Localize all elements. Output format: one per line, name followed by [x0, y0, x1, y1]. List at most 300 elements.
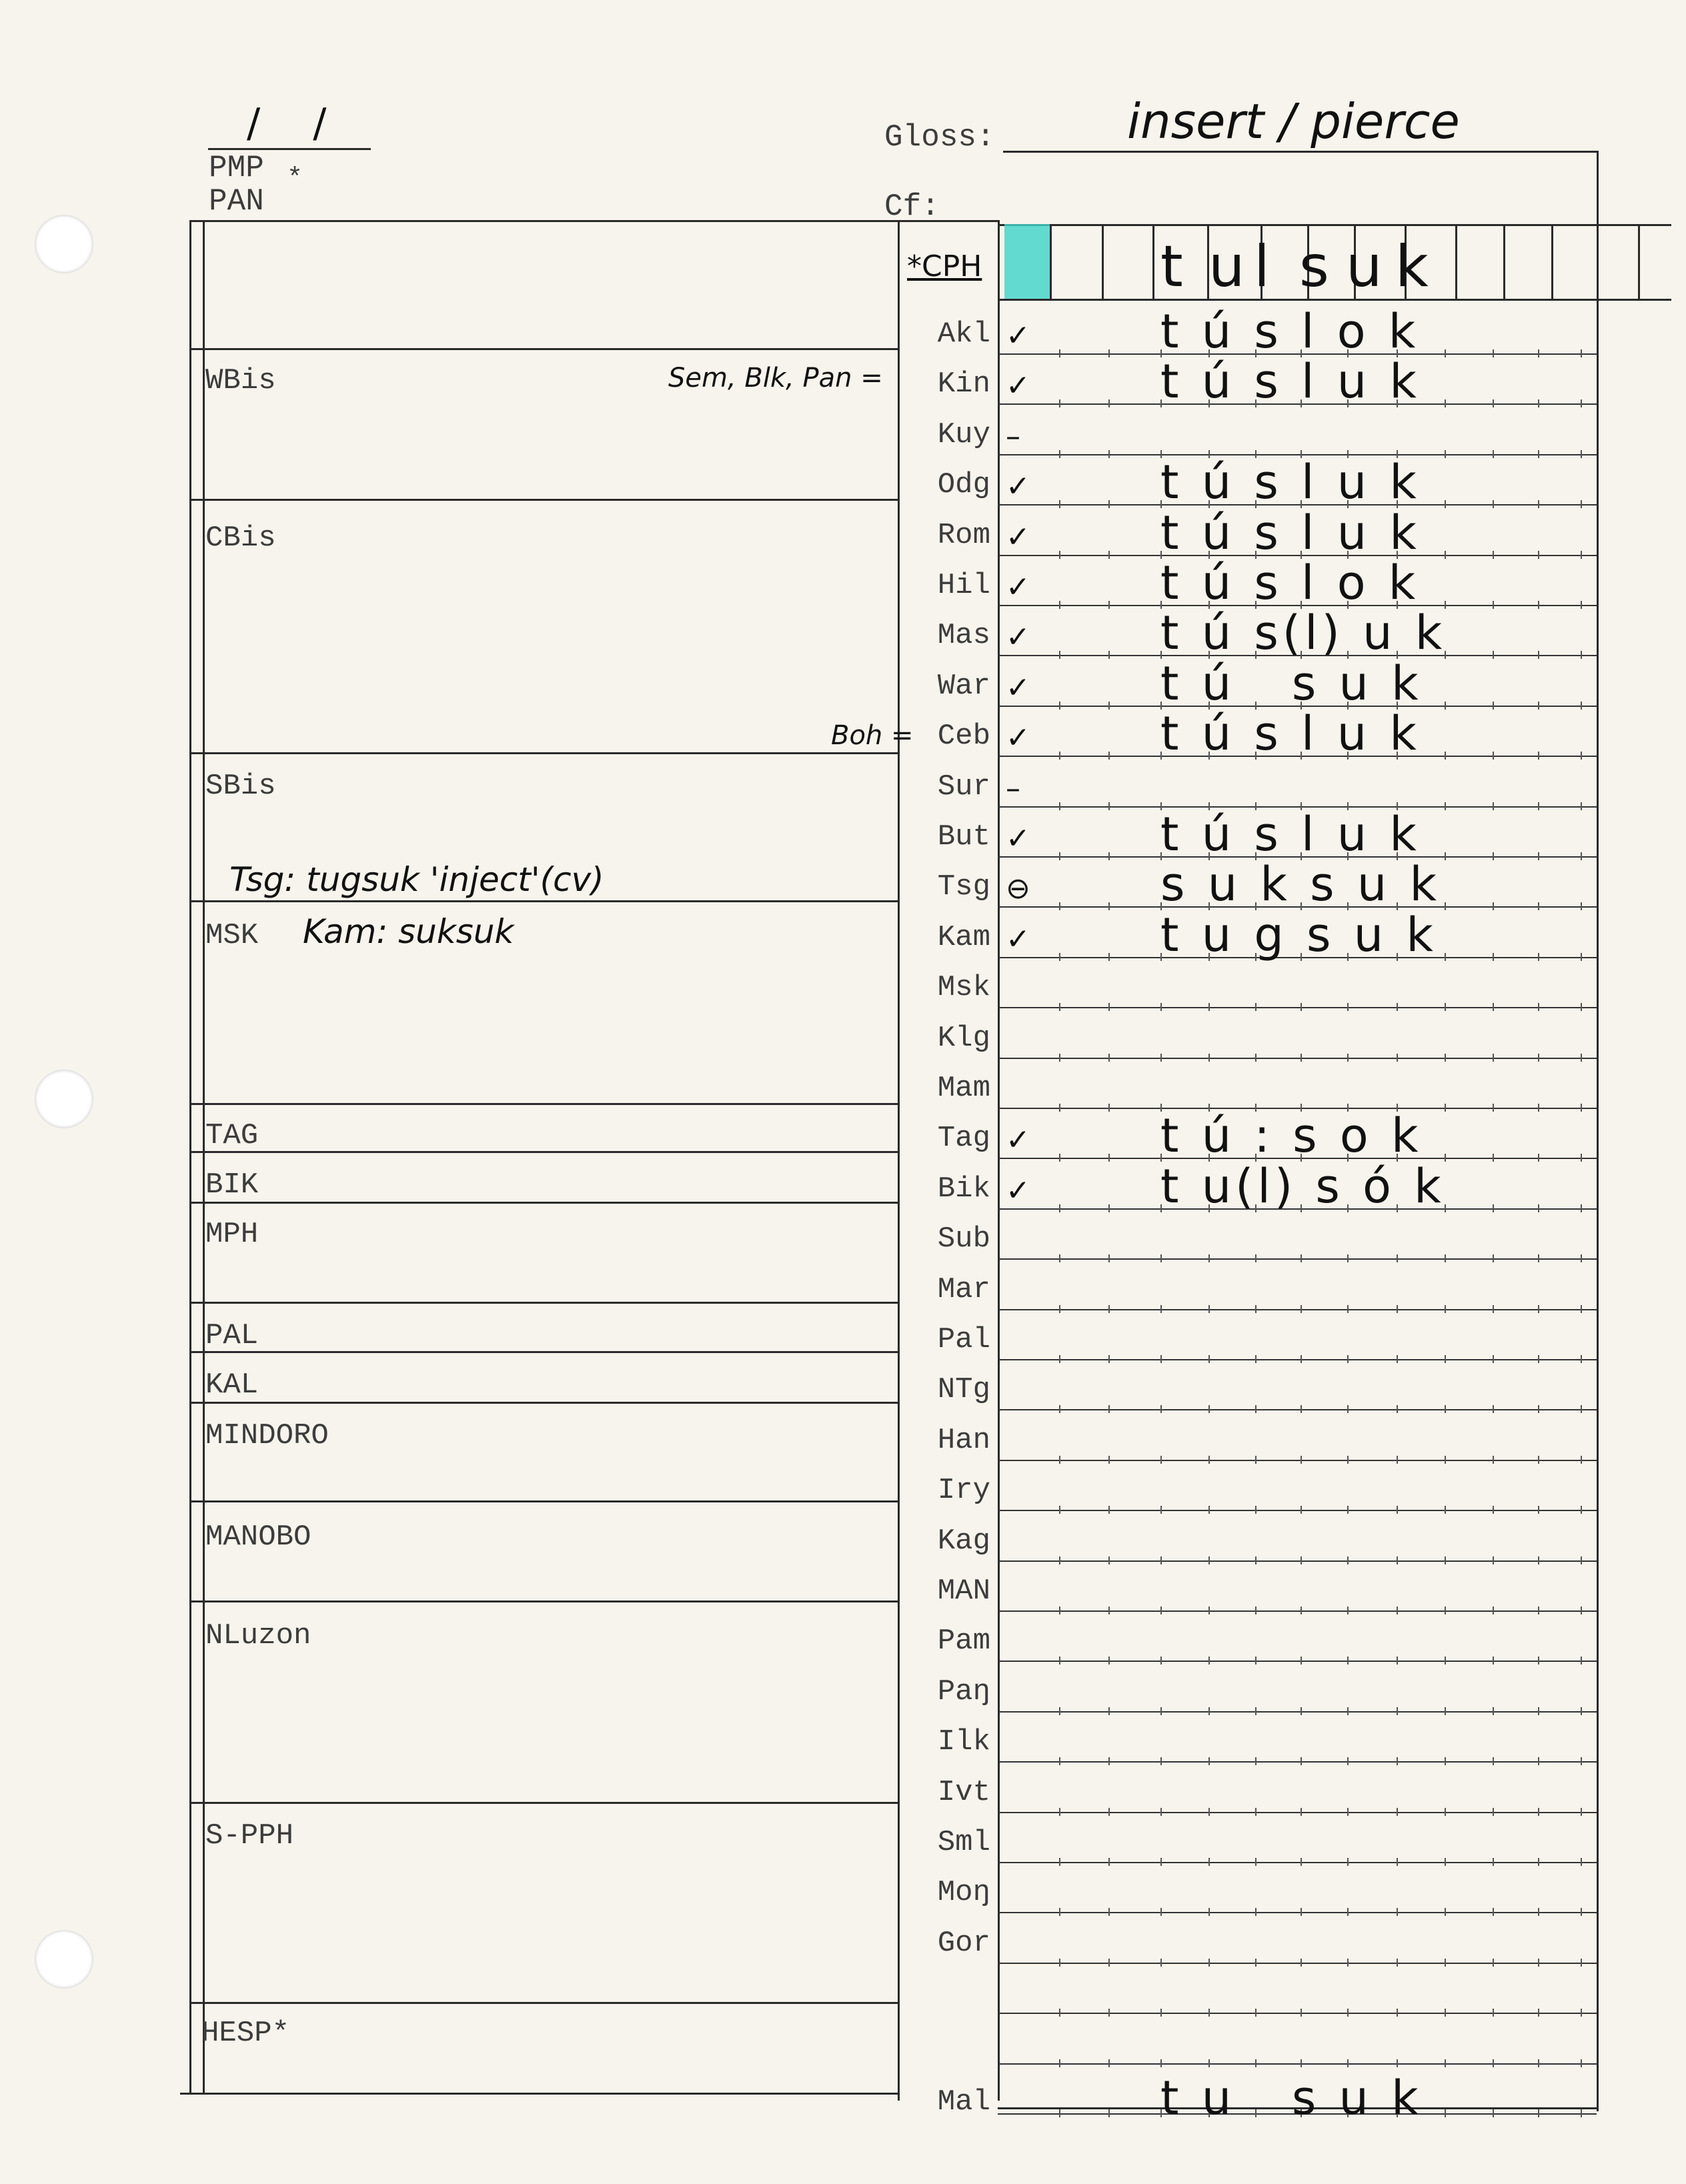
row-tick [1108, 2059, 1110, 2067]
card-number: / / [247, 100, 347, 147]
row-tick [1059, 2059, 1060, 2067]
row-tick [1445, 902, 1446, 910]
row-line [998, 1359, 1597, 1360]
row-tick [1255, 2059, 1256, 2067]
row-tick [1160, 1355, 1162, 1363]
row-tick [1059, 752, 1060, 760]
note-kam: Kam: suksuk [303, 912, 514, 951]
row-tick [1108, 450, 1110, 458]
row-tick [1493, 802, 1494, 810]
row-tick [1538, 1204, 1539, 1212]
row-tick [1059, 1908, 1060, 1916]
row-tick [1581, 1204, 1582, 1212]
row-tick [1538, 802, 1539, 810]
row-tick [1059, 1204, 1060, 1212]
row-tick [1108, 1757, 1110, 1765]
row-tick [1538, 1506, 1539, 1514]
row-tick [1493, 1104, 1494, 1112]
row-tick [1445, 802, 1446, 810]
row-tick [1301, 1908, 1302, 1916]
row-tick [1493, 953, 1494, 961]
frame-right [1597, 151, 1599, 2111]
row-tick [1445, 1405, 1446, 1413]
row-tick [1301, 1305, 1302, 1313]
row-tick [1208, 1556, 1210, 1564]
row-tick [1581, 2009, 1582, 2017]
row-tick [1059, 1707, 1060, 1715]
row-tick [1581, 1556, 1582, 1564]
row-tick [1445, 752, 1446, 760]
row-tick [1347, 1959, 1349, 1967]
row-language-code: Odg [937, 468, 990, 502]
row-tick [1059, 1154, 1060, 1162]
row-tick [1493, 500, 1494, 508]
row-tick [1445, 1657, 1446, 1665]
row-tick [1208, 1003, 1210, 1011]
row-tick [1538, 1959, 1539, 1967]
row-language-code: Bik [937, 1172, 990, 1206]
row-tick [1581, 1054, 1582, 1062]
row-tick [1581, 1757, 1582, 1765]
row-tick [1059, 1254, 1060, 1262]
cph-letter: t [1160, 233, 1183, 300]
row-tick [1255, 1456, 1256, 1464]
row-tick [1445, 1556, 1446, 1564]
punch-hole-top [35, 215, 93, 273]
row-tick [1445, 1104, 1446, 1112]
row-tick [1108, 349, 1110, 357]
row-tick [1445, 1254, 1446, 1262]
row-tick [1160, 2009, 1162, 2017]
row-tick [1581, 1254, 1582, 1262]
row-tick [1581, 852, 1582, 860]
row-tick [1445, 349, 1446, 357]
row-reflex-form: t ú s l u k [1160, 505, 1421, 560]
row-language-code: Ilk [937, 1725, 990, 1759]
row-tick [1581, 601, 1582, 609]
row-tick [1301, 2059, 1302, 2067]
row-tick [1493, 1506, 1494, 1514]
cph-label: *CPH [907, 249, 982, 283]
row-check-mark: ✓ [1006, 319, 1030, 353]
row-tick [1493, 702, 1494, 710]
row-tick [1255, 1959, 1256, 1967]
number-underline [208, 148, 371, 150]
row-tick [1581, 651, 1582, 659]
row-tick [1581, 1506, 1582, 1514]
row-tick [1108, 1556, 1110, 1564]
section-line-2 [189, 499, 898, 501]
section-line-13 [189, 1802, 898, 1804]
row-tick [1445, 1054, 1446, 1062]
row-tick [1493, 2009, 1494, 2017]
row-tick [1160, 1657, 1162, 1665]
row-tick [1108, 500, 1110, 508]
row-tick [1108, 2009, 1110, 2017]
row-tick [1538, 500, 1539, 508]
row-tick [1301, 1657, 1302, 1665]
row-tick [1160, 1506, 1162, 1514]
row-tick [1538, 1858, 1539, 1866]
row-tick [1445, 2059, 1446, 2067]
row-language-code: Moŋ [937, 1876, 990, 1910]
row-tick [1538, 651, 1539, 659]
row-tick [1160, 1606, 1162, 1614]
row-tick [1397, 1305, 1398, 1313]
row-tick [1493, 1054, 1494, 1062]
row-language-code: Sub [937, 1222, 990, 1256]
section-line-9 [189, 1351, 898, 1353]
row-tick [1581, 1858, 1582, 1866]
row-tick [1581, 500, 1582, 508]
section-line-8 [189, 1302, 898, 1304]
divider-lang-column [998, 220, 1000, 2101]
section-nluzon: NLuzon [205, 1619, 311, 1653]
row-tick [1059, 1657, 1060, 1665]
row-line [998, 1258, 1597, 1260]
row-tick [1347, 2059, 1349, 2067]
punch-hole-bottom [35, 1930, 93, 1989]
row-reflex-form: t u g s u k [1160, 907, 1437, 962]
row-tick [1347, 1054, 1349, 1062]
section-line-10 [189, 1402, 898, 1404]
section-cbis: CBis [205, 521, 276, 555]
row-language-code: But [937, 820, 990, 854]
row-tick [1108, 1154, 1110, 1162]
row-tick [1445, 1757, 1446, 1765]
row-tick [1301, 1556, 1302, 1564]
row-tick [1108, 399, 1110, 407]
row-tick [1160, 1858, 1162, 1866]
section-line-6 [189, 1151, 898, 1153]
row-check-mark: ✓ [1006, 570, 1030, 604]
row-tick [1160, 1003, 1162, 1011]
row-reflex-form: t ú : s o k [1160, 1108, 1423, 1164]
row-tick [1493, 2109, 1494, 2117]
row-tick [1347, 1506, 1349, 1514]
row-tick [1538, 1003, 1539, 1011]
row-tick [1538, 1757, 1539, 1765]
cph-cell-divider [1050, 224, 1052, 299]
row-language-code: Hil [937, 569, 990, 602]
row-tick [1445, 1456, 1446, 1464]
row-language-code: Kuy [937, 417, 990, 451]
row-tick [1538, 601, 1539, 609]
row-tick [1445, 1606, 1446, 1614]
row-tick [1059, 1104, 1060, 1112]
row-line [998, 2063, 1597, 2065]
row-tick [1255, 1556, 1256, 1564]
row-check-mark: ✓ [1006, 1123, 1030, 1158]
row-tick [1493, 1003, 1494, 1011]
row-tick [1581, 1456, 1582, 1464]
row-reflex-form: t ú s l o k [1160, 304, 1420, 359]
cph-row-bottom [998, 299, 1671, 301]
row-language-code: Akl [937, 317, 990, 351]
cf-label: Cf: [884, 189, 940, 224]
row-tick [1301, 1003, 1302, 1011]
row-tick [1255, 1506, 1256, 1514]
section-msk: MSK [205, 919, 259, 952]
row-tick [1493, 1606, 1494, 1614]
row-tick [1208, 2059, 1210, 2067]
punch-hole-middle [35, 1070, 93, 1128]
row-tick [1108, 1506, 1110, 1514]
row-tick [1347, 1757, 1349, 1765]
row-tick [1301, 1506, 1302, 1514]
row-language-code: Gor [937, 1926, 990, 1960]
section-line-11 [189, 1500, 898, 1502]
row-tick [1255, 1808, 1256, 1816]
row-language-code: MAN [937, 1574, 990, 1608]
row-tick [1538, 1808, 1539, 1816]
row-tick [1108, 551, 1110, 559]
row-tick [1581, 551, 1582, 559]
section-line-1 [189, 348, 898, 350]
row-tick [1059, 1959, 1060, 1967]
row-tick [1160, 1707, 1162, 1715]
row-tick [1108, 702, 1110, 710]
row-tick [1538, 752, 1539, 760]
row-tick [1301, 1808, 1302, 1816]
row-language-code: Sml [937, 1826, 990, 1859]
row-tick [1581, 1908, 1582, 1916]
row-tick [1538, 2009, 1539, 2017]
row-tick [1493, 1405, 1494, 1413]
row-check-mark: ✓ [1006, 1173, 1030, 1208]
row-tick [1059, 1506, 1060, 1514]
row-tick [1059, 852, 1060, 860]
row-tick [1538, 1556, 1539, 1564]
row-tick [1581, 450, 1582, 458]
row-language-code: Rom [937, 518, 990, 552]
row-tick [1347, 1606, 1349, 1614]
row-tick [1347, 1556, 1349, 1564]
row-tick [1255, 1054, 1256, 1062]
row-tick [1445, 1305, 1446, 1313]
row-tick [1581, 953, 1582, 961]
row-line [998, 1862, 1597, 1863]
section-bik: BIK [205, 1168, 259, 1202]
row-tick [1445, 702, 1446, 710]
row-check-mark: ✓ [1006, 721, 1030, 756]
row-language-code: Paŋ [937, 1675, 990, 1709]
row-tick [1445, 953, 1446, 961]
cph-cell-divider [1152, 224, 1154, 299]
note-wbis-equals: Sem, Blk, Pan = [668, 363, 883, 393]
row-tick [1538, 2109, 1539, 2117]
row-tick [1493, 1305, 1494, 1313]
row-tick [1208, 1657, 1210, 1665]
row-tick [1397, 1808, 1398, 1816]
row-line [998, 1711, 1597, 1713]
row-check-mark: ✓ [1006, 822, 1030, 856]
row-tick [1493, 1355, 1494, 1363]
row-reflex-form: t ú s l u k [1160, 455, 1421, 510]
cph-cell-divider [1455, 224, 1457, 299]
row-tick [1445, 1808, 1446, 1816]
row-reflex-form: t ú s(l) u k [1160, 606, 1447, 661]
section-sbis: SBis [205, 770, 276, 803]
section-manobo: MANOBO [205, 1520, 311, 1554]
row-tick [1493, 1657, 1494, 1665]
row-tick [1493, 601, 1494, 609]
frame-top [189, 220, 998, 222]
row-tick [1255, 1355, 1256, 1363]
row-tick [1397, 1657, 1398, 1665]
row-tick [1108, 1355, 1110, 1363]
row-language-code: Tsg [937, 870, 990, 904]
gloss-label: Gloss: [884, 120, 995, 155]
note-tsg: Tsg: tugsuk 'inject'(cv) [229, 860, 604, 899]
row-tick [1208, 1456, 1210, 1464]
row-language-code: Tag [937, 1122, 990, 1156]
row-tick [1347, 1305, 1349, 1313]
row-tick [1160, 1405, 1162, 1413]
cph-row-top [998, 224, 1671, 226]
row-tick [1581, 399, 1582, 407]
row-tick [1581, 1606, 1582, 1614]
row-tick [1445, 1707, 1446, 1715]
row-tick [1255, 1405, 1256, 1413]
row-tick [1301, 1858, 1302, 1866]
row-tick [1493, 1556, 1494, 1564]
section-wbis: WBis [205, 364, 276, 397]
star-mark: * [287, 164, 303, 194]
section-hesp: HESP* [201, 2017, 290, 2050]
row-tick [1208, 1908, 1210, 1916]
row-tick [1581, 2109, 1582, 2117]
row-tick [1445, 1959, 1446, 1967]
cph-highlight [1004, 224, 1050, 299]
row-tick [1059, 1556, 1060, 1564]
row-tick [1301, 1355, 1302, 1363]
row-tick [1538, 551, 1539, 559]
row-tick [1059, 702, 1060, 710]
row-tick [1581, 2059, 1582, 2067]
row-language-code: Msk [937, 971, 990, 1005]
row-tick [1108, 1204, 1110, 1212]
row-tick [1108, 601, 1110, 609]
row-tick [1059, 1003, 1060, 1011]
row-tick [1160, 1456, 1162, 1464]
row-language-code: War [937, 669, 990, 703]
row-tick [1108, 802, 1110, 810]
row-tick [1059, 450, 1060, 458]
row-tick [1581, 1808, 1582, 1816]
row-check-mark: – [1006, 419, 1020, 453]
row-tick [1301, 1254, 1302, 1262]
row-tick [1397, 1054, 1398, 1062]
pan-label: PAN [209, 184, 264, 219]
cph-letter: u [1346, 233, 1383, 300]
row-line [998, 1460, 1597, 1461]
row-tick [1059, 1456, 1060, 1464]
row-tick [1301, 1757, 1302, 1765]
row-tick [1059, 651, 1060, 659]
frame-left-inner [203, 220, 205, 2094]
row-tick [1208, 1959, 1210, 1967]
row-line [998, 1812, 1597, 1813]
row-tick [1160, 1908, 1162, 1916]
row-check-mark: ✓ [1006, 670, 1030, 705]
row-tick [1581, 1355, 1582, 1363]
row-tick [1538, 1054, 1539, 1062]
row-tick [1397, 1254, 1398, 1262]
row-tick [1208, 1254, 1210, 1262]
row-language-code: Han [937, 1423, 990, 1457]
row-tick [1108, 1959, 1110, 1967]
row-line [998, 1309, 1597, 1310]
section-mph: MPH [205, 1218, 259, 1251]
row-reflex-form: t ú s l u k [1160, 706, 1421, 762]
row-tick [1108, 1405, 1110, 1413]
row-check-mark: ✓ [1006, 369, 1030, 403]
row-check-mark: ⊖ [1006, 872, 1030, 906]
row-line [998, 1560, 1597, 1562]
row-tick [1445, 852, 1446, 860]
row-tick [1538, 1908, 1539, 1916]
divider-left-column [898, 220, 900, 2101]
row-tick [1347, 1808, 1349, 1816]
row-tick [1160, 1254, 1162, 1262]
row-tick [1397, 1908, 1398, 1916]
row-reflex-form: t u s u k [1160, 2071, 1423, 2125]
row-tick [1493, 1154, 1494, 1162]
section-line-7 [189, 1202, 898, 1204]
row-tick [1397, 1003, 1398, 1011]
section-line-12 [189, 1600, 898, 1602]
row-tick [1445, 1908, 1446, 1916]
row-tick [1108, 1104, 1110, 1112]
section-tag: TAG [205, 1119, 259, 1152]
row-tick [1347, 1858, 1349, 1866]
row-tick [1581, 752, 1582, 760]
cph-letter: l [1254, 233, 1270, 300]
row-language-code: Klg [937, 1021, 990, 1055]
row-tick [1538, 1305, 1539, 1313]
cph-letter: u [1208, 233, 1245, 300]
row-tick [1059, 953, 1060, 961]
row-tick [1581, 1707, 1582, 1715]
row-tick [1493, 1858, 1494, 1866]
row-tick [1301, 1456, 1302, 1464]
row-language-code: Mam [937, 1072, 990, 1105]
row-tick [1108, 1657, 1110, 1665]
row-line [998, 1409, 1597, 1410]
row-tick [1493, 1456, 1494, 1464]
row-tick [1445, 1003, 1446, 1011]
row-tick [1538, 399, 1539, 407]
row-tick [1493, 399, 1494, 407]
row-tick [1255, 1858, 1256, 1866]
row-tick [1059, 1305, 1060, 1313]
row-language-code: Kag [937, 1524, 990, 1558]
row-tick [1301, 1405, 1302, 1413]
cph-letter: k [1395, 233, 1429, 300]
row-tick [1059, 802, 1060, 810]
row-tick [1493, 1959, 1494, 1967]
row-language-code: Mal [937, 2085, 990, 2119]
section-line-3 [189, 752, 898, 754]
row-reflex-form: s u k s u k [1160, 857, 1441, 912]
frame-left [189, 220, 191, 2094]
row-tick [1347, 1254, 1349, 1262]
row-tick [1397, 1858, 1398, 1866]
row-tick [1445, 500, 1446, 508]
row-language-code: Kam [937, 920, 990, 954]
row-tick [1445, 1858, 1446, 1866]
